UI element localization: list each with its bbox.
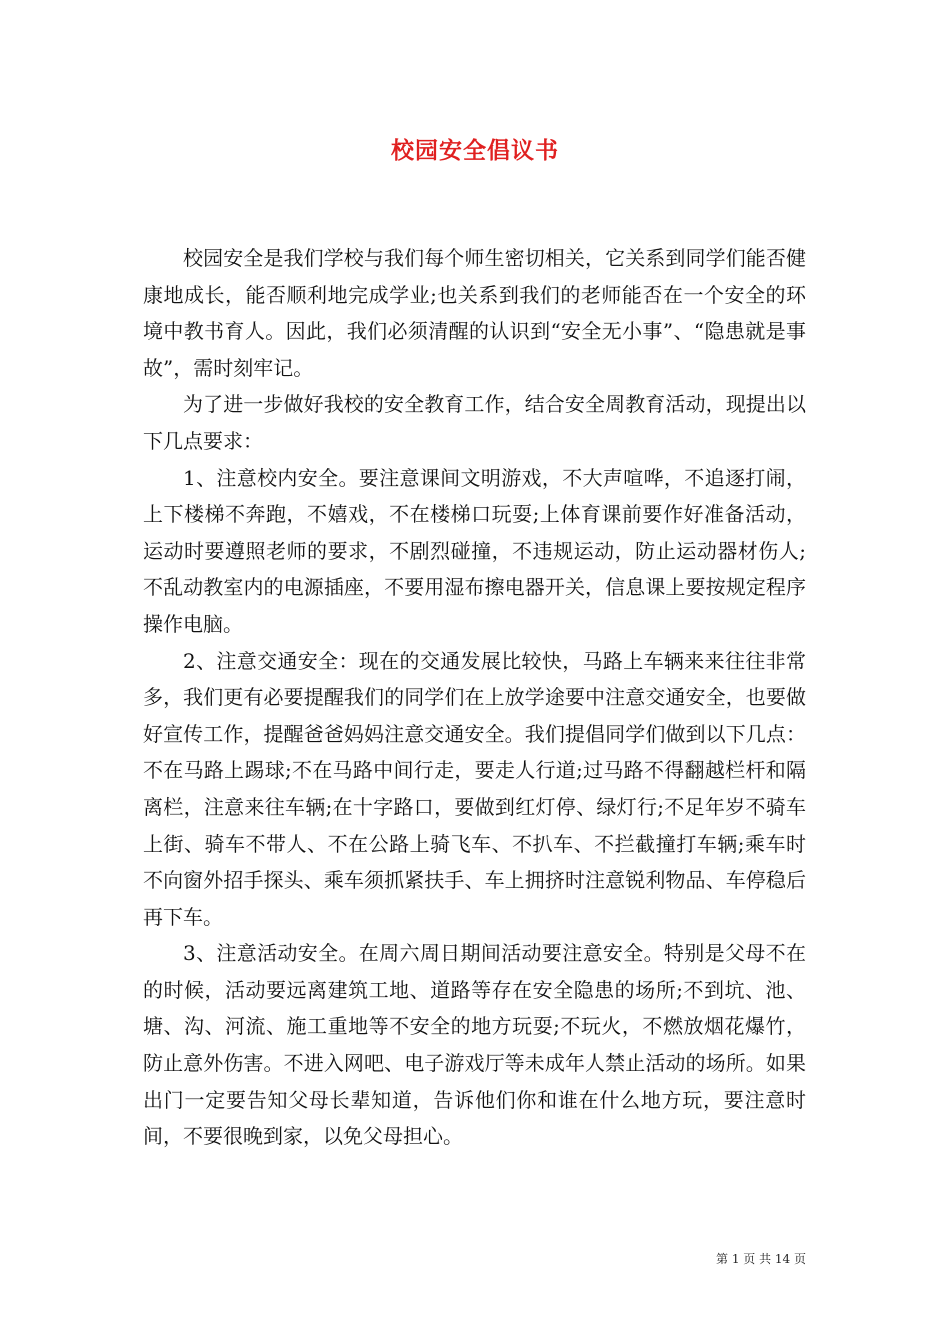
paragraph-campus-safety: 1、注意校内安全。要注意课间文明游戏，不大声喧哗，不追逐打闹，上下楼梯不奔跑，不嬉戏，不在楼梯口玩耍;上体育课前要作好准备活动，运动时要遵照老师的要求，不剧烈碰撞，不违规运动，防止运动器材伤人;不乱动教室内的电源插座，不要用湿布擦电器开关，信息课上要按规定程序操作电脑。 — [143, 465, 806, 636]
paragraph-activity-safety: 3、注意活动安全。在周六周日期间活动要注意安全。特别是父母不在的时候，活动要远离建筑工地、道路等存在安全隐患的场所;不到坑、池、塘、沟、河流、施工重地等不安全的地方玩耍;不玩火，不燃放烟花爆竹，防止意外伤害。不进入网吧、电子游戏厅等未成年人禁止活动的场所。如果出门一定要告知父母长辈知道，告诉他们你和谁在什么地方玩，要注意时间，不要很晚到家，以免父母担心。 — [143, 941, 806, 1149]
paragraph-intro: 校园安全是我们学校与我们每个师生密切相关，它关系到同学们能否健康地成长，能否顺利地完成学业;也关系到我们的老师能否在一个安全的环境中教书育人。因此，我们必须清醒的认识到“安全无小事”、“隐患就是事故”，需时刻牢记。 — [143, 246, 806, 380]
document-body — [143, 240, 806, 1155]
paragraph-traffic-safety: 2、注意交通安全：现在的交通发展比较快，马路上车辆来来往往非常多，我们更有必要提醒我们的同学们在上放学途要中注意交通安全，也要做好宣传工作，提醒爸爸妈妈注意交通安全。我们提倡同学们做到以下几点：不在马路上踢球;不在马路中间行走，要走人行道;过马路不得翻越栏杆和隔离栏，注意来往车辆;在十字路口，要做到红灯停、绿灯行;不足年岁不骑车上街、骑车不带人、不在公路上骑飞车、不扒车、不拦截撞打车辆;乘车时不向窗外招手探头、乘车须抓紧扶手、车上拥挤时注意锐利物品、车停稳后再下车。 — [143, 648, 806, 929]
page-title: 校园安全倡议书 — [391, 137, 559, 164]
page-number: 第 1 页 共 14 页 — [716, 1252, 806, 1266]
paragraph-requirements: 为了进一步做好我校的安全教育工作，结合安全周教育活动，现提出以下几点要求： — [143, 392, 806, 453]
